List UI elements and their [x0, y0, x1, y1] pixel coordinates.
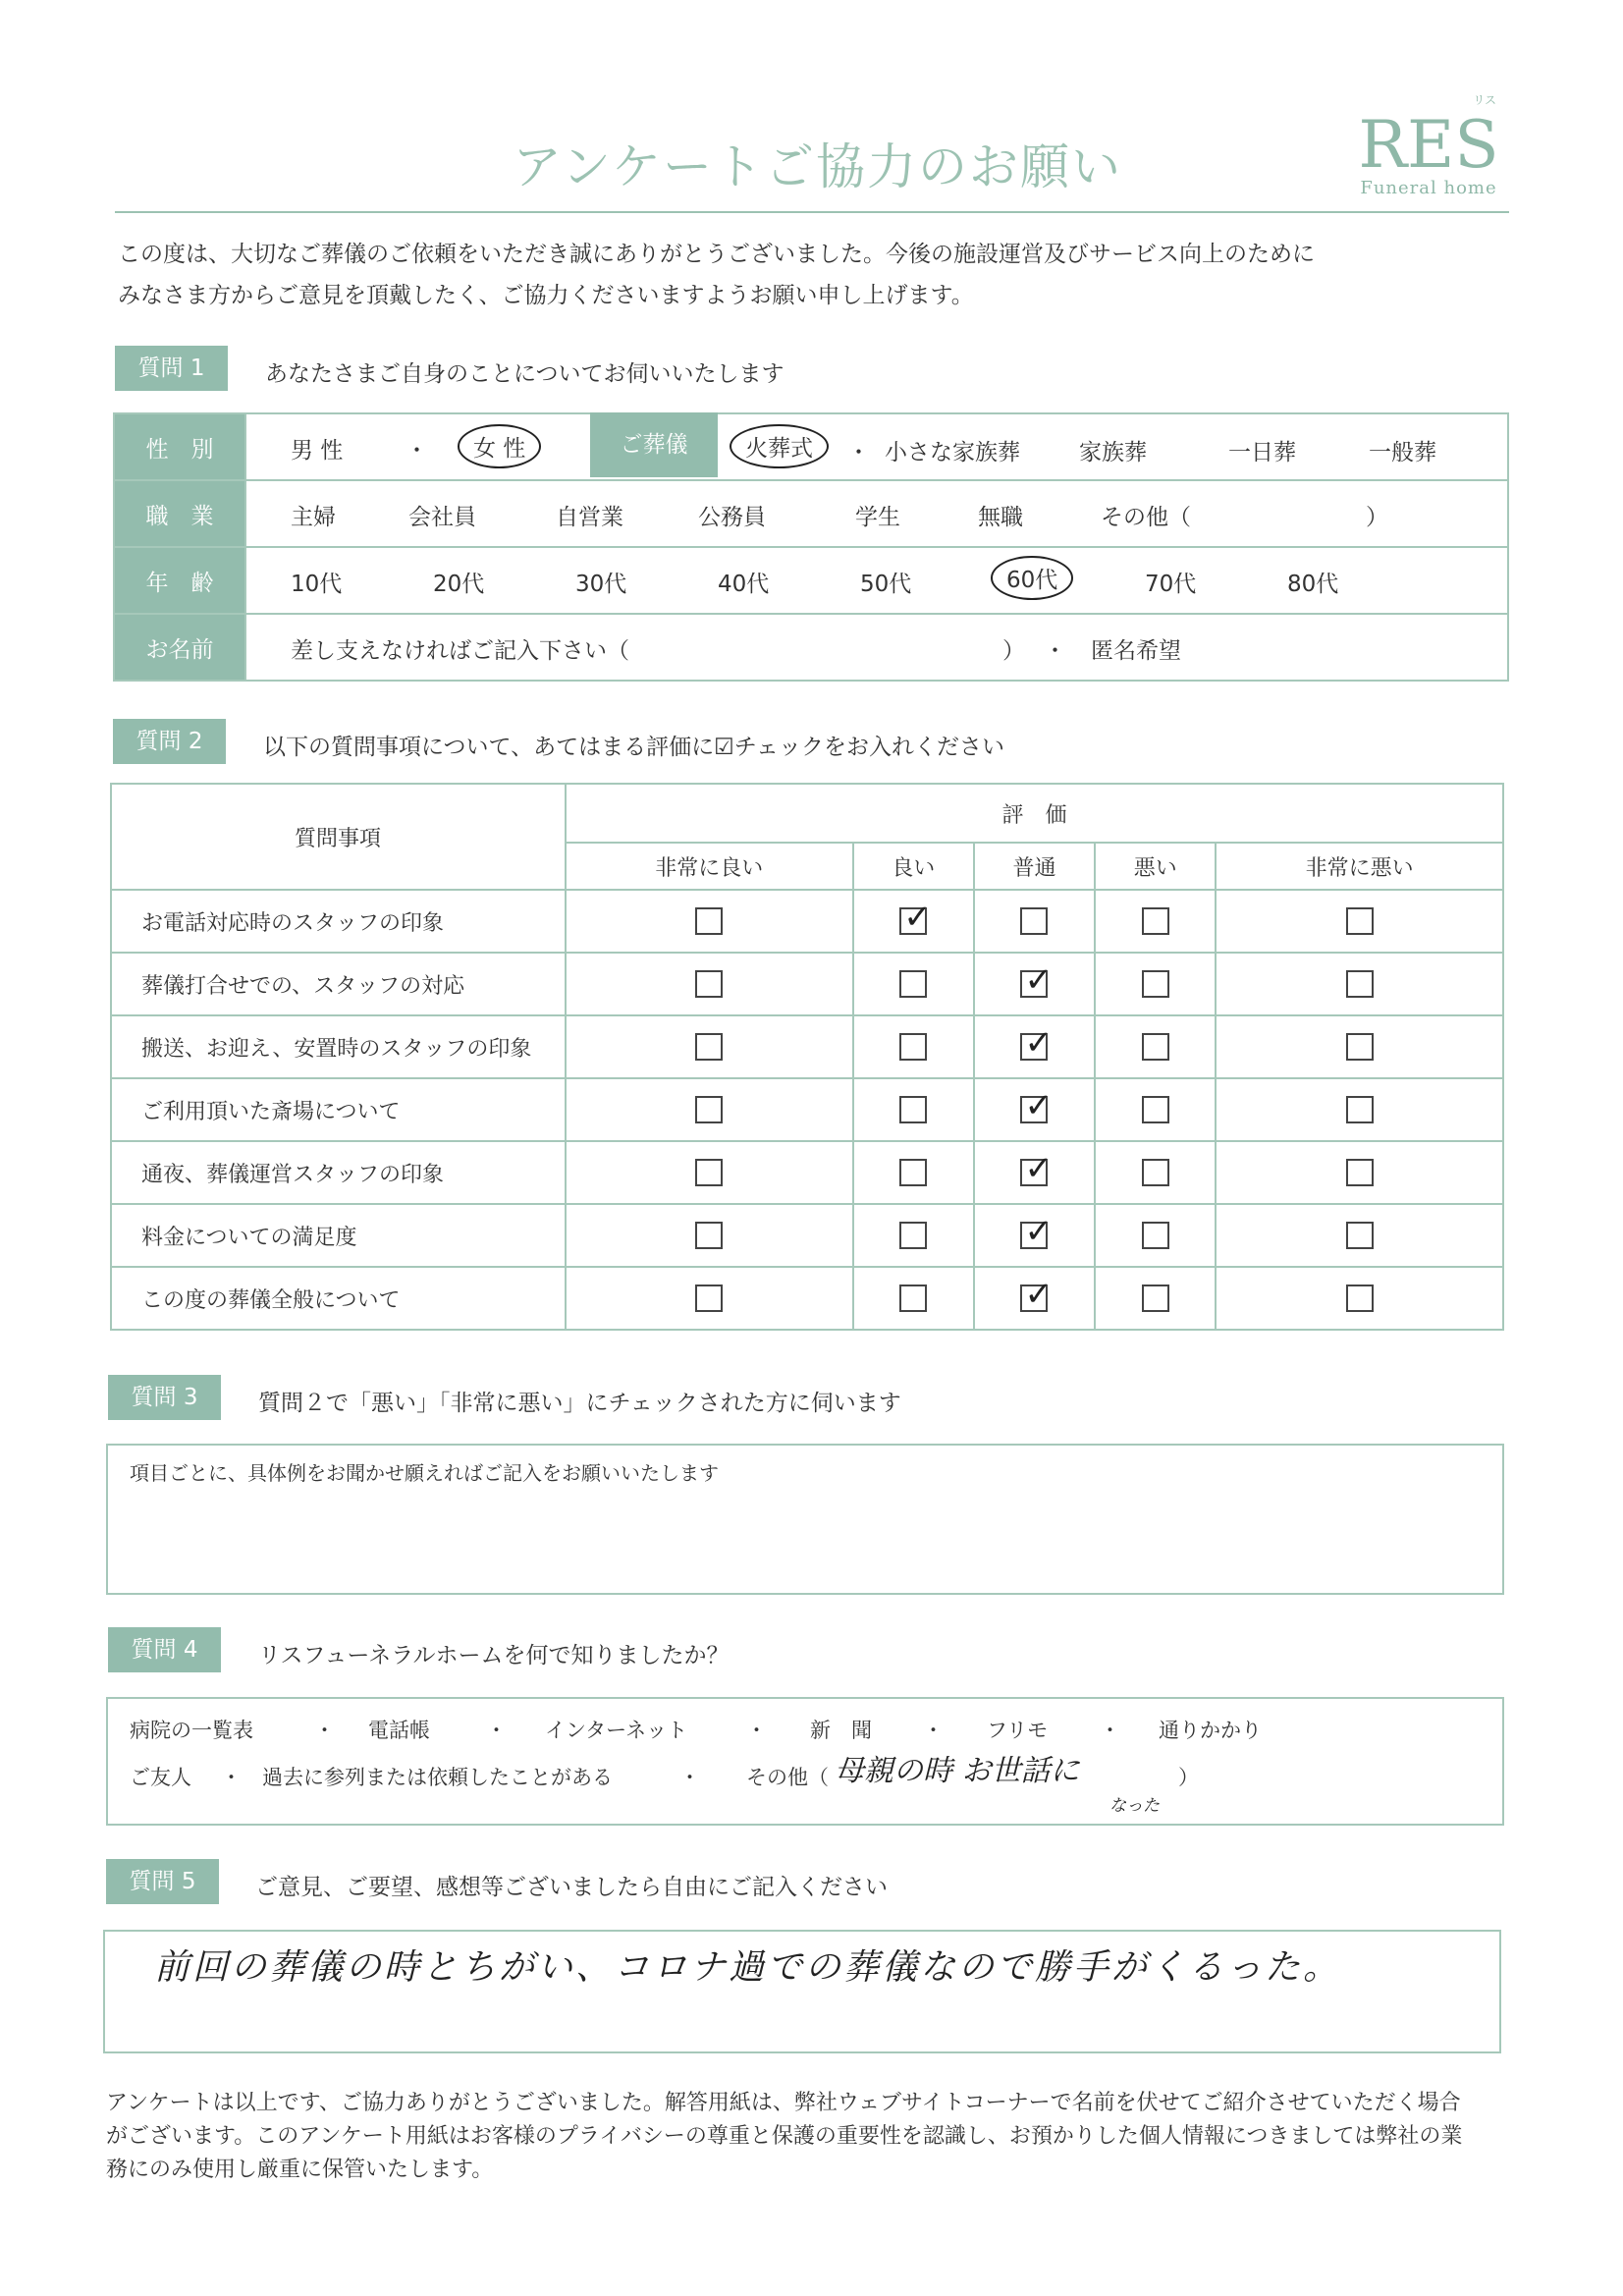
rating-checkbox[interactable] — [695, 970, 723, 998]
footer-line: がございます。このアンケート用紙はお客様のプライバシーの尊重と保護の重要性を認識し、お預かりした個人情報につきましては弊社の業 — [106, 2124, 1463, 2149]
rating-row — [111, 1015, 1503, 1078]
rating-cell — [974, 1078, 1095, 1141]
rating-checkbox[interactable] — [1020, 1275, 1053, 1314]
check-mark-icon: ✓ — [1024, 1023, 1053, 1063]
rating-checkbox[interactable] — [1346, 1159, 1374, 1186]
rating-checkbox[interactable] — [899, 1159, 927, 1186]
source-other-close: ） — [1178, 1766, 1199, 1789]
rating-checkbox[interactable] — [695, 1222, 723, 1249]
rating-cell — [853, 953, 974, 1015]
rating-checkbox[interactable] — [1346, 1033, 1374, 1061]
age-option[interactable]: 30代 — [575, 572, 627, 597]
rating-cell — [974, 1015, 1095, 1078]
rating-checkbox[interactable] — [1142, 1159, 1169, 1186]
rating-cell — [566, 953, 853, 1015]
rating-cell — [974, 1204, 1095, 1267]
gender-female[interactable]: 女 性 — [458, 424, 541, 468]
name-input[interactable] — [659, 619, 993, 674]
rating-cell — [566, 1204, 853, 1267]
logo-subtitle: Funeral home — [1360, 178, 1497, 198]
rating-cell — [566, 1015, 853, 1078]
rating-cell — [1095, 1015, 1216, 1078]
rating-checkbox[interactable] — [1346, 907, 1374, 935]
rating-checkbox[interactable] — [695, 1159, 723, 1186]
rating-checkbox[interactable] — [899, 1285, 927, 1312]
age-option[interactable]: 50代 — [860, 572, 912, 597]
source-option[interactable]: フリモ — [987, 1719, 1049, 1742]
gender-label: 性 別 — [114, 413, 245, 480]
rating-cell — [974, 1141, 1095, 1204]
job-option[interactable]: 公務員 — [698, 505, 766, 530]
source-option[interactable]: 電話帳 — [368, 1719, 430, 1742]
q3-hint: 項目ごとに、具体例をお聞かせ願えればご記入をお願いいたします — [130, 1461, 719, 1485]
col-eval-header: 評 価 — [566, 784, 1503, 843]
q5-label: 質問 5 — [106, 1859, 219, 1904]
question-item: 搬送、お迎え、安置時のスタッフの印象 — [111, 1015, 566, 1078]
age-label: 年 齢 — [114, 547, 245, 614]
rating-checkbox[interactable] — [899, 898, 932, 937]
q4-label: 質問 4 — [108, 1627, 221, 1672]
name-prompt: 差し支えなければご記入下さい（ — [291, 638, 629, 664]
rating-cell — [1095, 1078, 1216, 1141]
rating-cell — [566, 890, 853, 953]
source-other[interactable]: その他（ — [746, 1766, 829, 1789]
rating-checkbox[interactable] — [899, 1096, 927, 1123]
rating-header: 普通 — [974, 843, 1095, 890]
rating-checkbox[interactable] — [899, 970, 927, 998]
gender-male[interactable]: 男 性 — [291, 438, 344, 464]
rating-checkbox[interactable] — [1020, 1023, 1053, 1063]
rating-cell — [1216, 1267, 1503, 1330]
rating-row — [111, 890, 1503, 953]
job-option[interactable]: 無職 — [978, 505, 1023, 530]
rating-cell — [853, 1141, 974, 1204]
rating-cell — [974, 1267, 1095, 1330]
rating-row — [111, 1078, 1503, 1141]
q2-label: 質問 2 — [113, 719, 226, 764]
rating-checkbox[interactable] — [1346, 970, 1374, 998]
check-mark-icon: ✓ — [1024, 1149, 1053, 1188]
rating-header: 悪い — [1095, 843, 1216, 890]
rating-cell — [1095, 1141, 1216, 1204]
funeral-label: ご葬儀 — [590, 412, 718, 477]
check-mark-icon: ✓ — [1024, 1275, 1053, 1314]
rating-checkbox[interactable] — [1142, 970, 1169, 998]
rating-checkbox[interactable] — [899, 1033, 927, 1061]
logo-text: RES — [1358, 107, 1499, 183]
rating-checkbox[interactable] — [1142, 1096, 1169, 1123]
check-mark-icon: ✓ — [1024, 1086, 1053, 1125]
rating-row — [111, 1267, 1503, 1330]
source-option[interactable]: 通りかかり — [1159, 1719, 1262, 1742]
q4-text: リスフューネラルホームを何で知りましたか？ — [258, 1643, 730, 1668]
rating-checkbox[interactable] — [899, 1222, 927, 1249]
name-label: お名前 — [114, 614, 245, 681]
q5-answer-box[interactable] — [103, 1930, 1501, 2053]
age-option[interactable]: 80代 — [1287, 572, 1339, 597]
logo-kana: リス — [1473, 93, 1496, 107]
q3-answer-box[interactable] — [106, 1444, 1504, 1595]
rating-header: 非常に良い — [566, 843, 853, 890]
anonymous-option[interactable]: 匿名希望 — [1091, 638, 1181, 664]
rating-checkbox[interactable] — [1142, 1222, 1169, 1249]
intro-text — [118, 234, 1315, 316]
rating-cell — [1095, 890, 1216, 953]
rating-checkbox[interactable] — [695, 907, 723, 935]
rating-checkbox[interactable] — [1020, 960, 1053, 1000]
rating-checkbox[interactable] — [1020, 1212, 1053, 1251]
intro-line: この度は、大切なご葬儀のご依頼をいただき誠にありがとうございました。今後の施設運営及びサービス向上のために — [118, 242, 1315, 267]
rating-cell — [1216, 890, 1503, 953]
rating-checkbox[interactable] — [1020, 1086, 1053, 1125]
job-other-close: ） — [1366, 505, 1388, 530]
age-option[interactable]: 40代 — [718, 572, 770, 597]
rating-cell — [1095, 1267, 1216, 1330]
rating-checkbox[interactable] — [695, 1033, 723, 1061]
question-item: ご利用頂いた斎場について — [111, 1078, 566, 1141]
question-item: この度の葬儀全般について — [111, 1267, 566, 1330]
question-item: 葬儀打合せでの、スタッフの対応 — [111, 953, 566, 1015]
age-option[interactable]: 70代 — [1145, 572, 1197, 597]
source-other-answer: 母親の時 お世話に — [835, 1754, 1080, 1788]
q4-options-box: 病院の一覧表 ・ 電話帳 ・ インターネット ・ 新 聞 ・ フリモ ・ 通りかかり ご友人 ・ 過去に参列または依頼したことがある ・ その他（ 母親の時 お世話に なった ） — [106, 1697, 1504, 1826]
funeral-small-family[interactable]: 小さな家族葬 — [885, 440, 1020, 465]
rating-row — [111, 1204, 1503, 1267]
rating-cell — [566, 1078, 853, 1141]
rating-checkbox[interactable] — [695, 1096, 723, 1123]
rating-checkbox[interactable] — [1346, 1285, 1374, 1312]
q3-text: 質問２で「悪い」「非常に悪い」にチェックされた方に伺います — [258, 1391, 901, 1416]
job-option[interactable]: 主婦 — [291, 505, 336, 530]
footer-text — [106, 2087, 1510, 2187]
check-mark-icon: ✓ — [1024, 960, 1053, 1000]
job-other[interactable]: その他（ — [1101, 505, 1191, 530]
q5-text: ご意見、ご要望、感想等ございましたら自由にご記入ください — [255, 1875, 888, 1900]
q2-text: 以下の質問事項について、あてはまる評価に☑チェックをお入れください — [263, 735, 1005, 760]
job-label: 職 業 — [114, 480, 245, 547]
rating-checkbox[interactable] — [1142, 907, 1169, 935]
age-option-selected[interactable]: 60代 — [991, 556, 1073, 600]
rating-checkbox[interactable] — [1346, 1222, 1374, 1249]
rating-cell — [974, 890, 1095, 953]
rating-cell — [853, 1267, 974, 1330]
source-option[interactable]: 病院の一覧表 — [130, 1719, 253, 1742]
rating-cell — [1216, 1141, 1503, 1204]
source-option[interactable]: インターネット — [545, 1719, 688, 1742]
source-option[interactable]: 新 聞 — [810, 1719, 872, 1742]
rating-checkbox[interactable] — [1142, 1285, 1169, 1312]
intro-line: みなさま方からご意見を頂戴したく、ご協力くださいますようお願い申し上げます。 — [118, 283, 974, 308]
funeral-general[interactable]: 一般葬 — [1369, 440, 1436, 465]
rating-checkbox[interactable] — [1020, 907, 1048, 935]
rating-cell — [974, 953, 1095, 1015]
rating-cell — [1216, 1204, 1503, 1267]
rating-checkbox[interactable] — [1142, 1033, 1169, 1061]
rating-cell — [853, 1015, 974, 1078]
job-option[interactable]: 学生 — [855, 505, 900, 530]
name-close: ） — [1002, 638, 1025, 664]
rating-header: 非常に悪い — [1216, 843, 1503, 890]
question-item: 料金についての満足度 — [111, 1204, 566, 1267]
age-option[interactable]: 20代 — [433, 572, 485, 597]
col-item-header: 質問事項 — [111, 784, 566, 890]
funeral-one-day[interactable]: 一日葬 — [1228, 440, 1296, 465]
check-mark-icon: ✓ — [903, 898, 932, 937]
q3-label: 質問 3 — [108, 1375, 221, 1420]
check-mark-icon: ✓ — [1024, 1212, 1053, 1251]
rating-row — [111, 1141, 1503, 1204]
rating-cell — [853, 1204, 974, 1267]
rating-checkbox[interactable] — [1346, 1096, 1374, 1123]
q1-label: 質問 1 — [115, 346, 228, 391]
question-item: 通夜、葬儀運営スタッフの印象 — [111, 1141, 566, 1204]
rating-cell — [566, 1141, 853, 1204]
divider — [115, 211, 1509, 213]
page-title: アンケートご協力のお願い — [513, 138, 1122, 195]
rating-checkbox[interactable] — [695, 1285, 723, 1312]
logo — [1355, 93, 1502, 198]
rating-checkbox[interactable] — [1020, 1149, 1053, 1188]
rating-row — [111, 953, 1503, 1015]
funeral-family[interactable]: 家族葬 — [1079, 440, 1147, 465]
rating-header: 良い — [853, 843, 974, 890]
age-option[interactable]: 10代 — [291, 572, 343, 597]
rating-cell — [1216, 953, 1503, 1015]
source-option[interactable]: ご友人 — [130, 1766, 191, 1789]
source-option[interactable]: 過去に参列または依頼したことがある — [262, 1766, 613, 1789]
job-option[interactable]: 自営業 — [556, 505, 623, 530]
q1-table: 性 別 男 性 ・ 女 性 ご葬儀 火葬式 ・ 小さな家族葬 家族葬 一日葬 一般葬 職 業 主婦 会社員 自営業 公務員 学生 無職 その他（ ） 年 齢 10代 20代 30代 40代 50代 60代 70代 80代 お名前 差し支えなければご記入下さい（ ） ・ 匿名希望 — [113, 412, 1509, 682]
question-item: お電話対応時のスタッフの印象 — [111, 890, 566, 953]
rating-cell — [1216, 1015, 1503, 1078]
rating-cell — [853, 890, 974, 953]
rating-cell — [1095, 1204, 1216, 1267]
source-other-answer-2: なった — [1109, 1796, 1160, 1816]
rating-cell — [1216, 1078, 1503, 1141]
rating-cell — [1095, 953, 1216, 1015]
rating-table — [110, 783, 1504, 1331]
footer-line: アンケートは以上です、ご協力ありがとうございました。解答用紙は、弊社ウェブサイトコーナーで名前を伏せてご紹介させていただく場合 — [106, 2091, 1461, 2115]
rating-cell — [853, 1078, 974, 1141]
rating-cell — [566, 1267, 853, 1330]
footer-line: 務にのみ使用し厳重に保管いたします。 — [106, 2158, 494, 2182]
funeral-cremation[interactable]: 火葬式 — [730, 424, 829, 468]
q1-text: あなたさまご自身のことについてお伺いいたします — [265, 361, 784, 387]
q5-answer: 前回の葬儀の時とちがい、コロナ過での葬儀なので勝手がくるった。 — [154, 1947, 1342, 1988]
job-option[interactable]: 会社員 — [408, 505, 476, 530]
